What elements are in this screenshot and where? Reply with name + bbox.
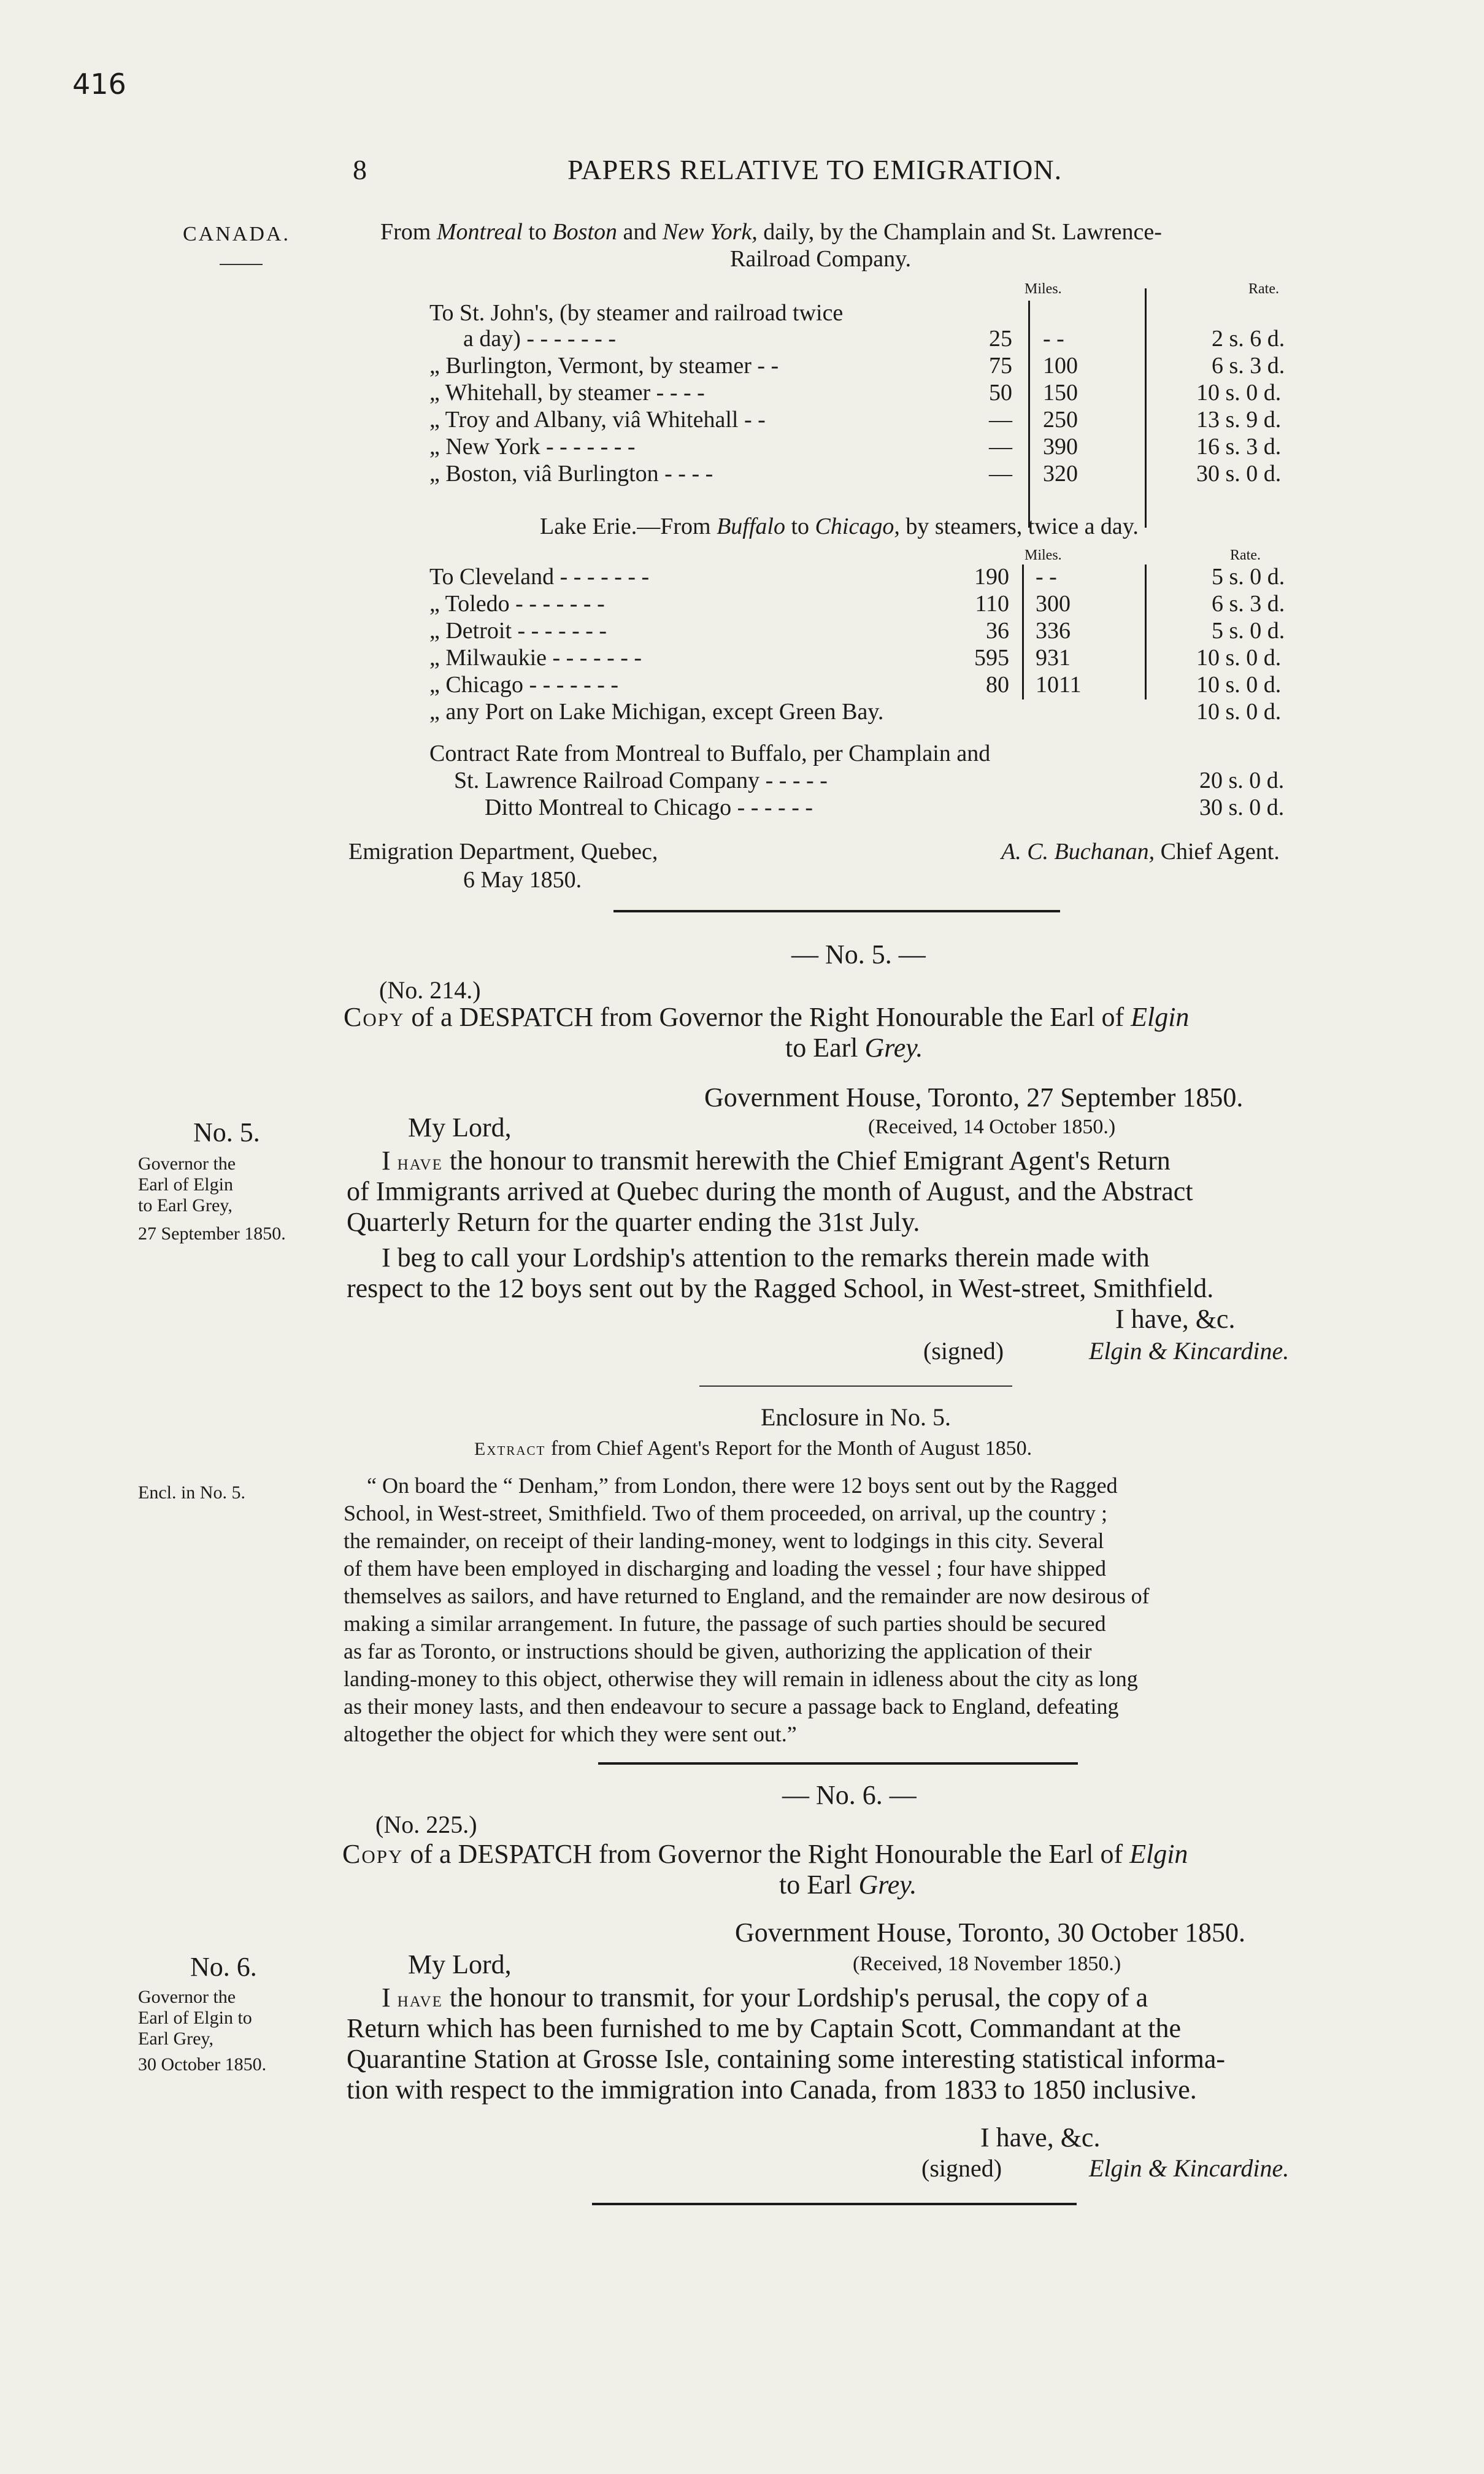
route1-place: „ Troy and Albany, viâ Whitehall - - [429,407,766,433]
sign1-date: 6 May 1850. [463,867,582,893]
contract-rate: 20 s. 0 d. [1199,768,1285,793]
enclosure-line: altogether the object for which they were sent out.” [344,1722,797,1746]
route2-miles-cumulative: 300 [1036,591,1071,617]
route2-rate: 5 s. 0 d. [1212,564,1285,590]
route2-place: „ Milwaukie - - - - - - - [429,645,642,671]
no6-closing: I have, &c. [980,2122,1101,2152]
route1-rate: 2 s. 6 d. [1212,326,1285,352]
no6-title: Copy of a DESPATCH from Governor the Right Honourable the Earl of Elgin [342,1839,1188,1869]
route2-place: To Cleveland - - - - - - - [429,564,650,590]
margin-no6-line: Governor the [138,1987,236,2007]
route1-subtitle: Railroad Company. [730,246,912,272]
route2-rate: 10 s. 0 d. [1196,645,1282,671]
route1-miles-direct: — [989,434,1012,460]
route1-rate-header: Rate. [1248,281,1279,297]
no5-para1: I have the honour to transmit herewith the Chief Emigrant Agent's Return [382,1146,1171,1176]
route1-miles-cumulative: 320 [1043,461,1078,487]
page-number: 416 [72,67,126,101]
no5-place: Government House, Toronto, 27 September 1850. [704,1082,1244,1112]
margin-canada-rule [220,264,263,265]
route1-place: „ New York - - - - - - - [429,434,636,460]
no5-para1-line: of Immigrants arrived at Quebec during the month of August, and the Abstract [347,1176,1193,1206]
margin-canada: CANADA. [183,223,290,245]
no6-received: (Received, 18 November 1850.) [853,1952,1121,1975]
route2-miles-cumulative: 1011 [1036,672,1082,698]
route1-first-line-cont: a day) - - - - - - - [463,326,616,352]
table-rule [1022,565,1024,699]
contract-line: St. Lawrence Railroad Company - - - - - [454,768,828,793]
no6-para1-line: tion with respect to the immigration into Canada, from 1833 to 1850 inclusive. [347,2075,1197,2105]
no5-title-cont: to Earl Grey. [785,1033,923,1063]
no5-salutation: My Lord, [408,1112,512,1143]
no6-heading: — No. 6. — [782,1780,917,1810]
margin-no5: No. 5. [193,1117,260,1147]
route2-miles-cumulative: 931 [1036,645,1071,671]
route2-rate: 6 s. 3 d. [1212,591,1285,617]
route2-miles-direct: 36 [986,618,1009,644]
header-number: 8 [353,154,367,185]
enclosure-line: the remainder, on receipt of their landing-money, went to lodgings in this city. Several [344,1528,1104,1553]
enclosure-line: “ On board the “ Denham,” from London, there were 12 boys sent out by the Ragged [367,1473,1118,1498]
table-rule [1145,565,1147,699]
no5-signed: (signed) [923,1337,1004,1365]
no5-heading: — No. 5. — [791,939,926,969]
route1-miles-cumulative: 390 [1043,434,1078,460]
contract-line: Contract Rate from Montreal to Buffalo, per Champlain and [429,741,991,766]
route1-miles-direct: 50 [989,380,1012,406]
route1-miles-cumulative: 100 [1043,353,1078,379]
route2-miles-cumulative: - - [1036,564,1057,590]
route2-last-line: „ any Port on Lake Michigan, except Green Bay. [429,699,884,725]
enclosure-line: landing-money to this object, otherwise they will remain in idleness about the city as long [344,1667,1138,1691]
enclosure-extract-line: Extract from Chief Agent's Report for the Month of August 1850. [474,1437,1032,1460]
route2-title: Lake Erie.—From Buffalo to Chicago, by steamers, twice a day. [540,514,1139,539]
route1-miles-direct: — [989,407,1012,433]
no5-number: (No. 214.) [379,976,481,1004]
sign1-signature: A. C. Buchanan, Chief Agent. [1001,839,1280,865]
no6-title-cont: to Earl Grey. [779,1870,917,1900]
route1-rate: 10 s. 0 d. [1196,380,1282,406]
route1-miles-cumulative: 250 [1043,407,1078,433]
enclosure-line: School, in West-street, Smithfield. Two of them proceeded, on arrival, up the country ; [344,1501,1107,1525]
route1-miles-direct: 75 [989,353,1012,379]
margin-encl: Encl. in No. 5. [138,1482,245,1503]
route2-rate: 10 s. 0 d. [1196,672,1282,698]
margin-no6: No. 6. [190,1952,257,1982]
route2-miles-direct: 110 [975,591,1009,617]
route2-miles-cumulative: 336 [1036,618,1071,644]
margin-no5-line: 27 September 1850. [138,1224,286,1244]
route1-miles-header: Miles. [1025,281,1062,297]
no6-para1: I have the honour to transmit, for your Lordship's perusal, the copy of a [382,1983,1148,2013]
route1-first-line: To St. John's, (by steamer and railroad twice [429,300,844,326]
no6-signature: Elgin & Kincardine. [1089,2154,1290,2182]
enclosure-line: themselves as sailors, and have returned to England, and the remainder are now desirous of [344,1584,1150,1608]
route1-place: „ Whitehall, by steamer - - - - [429,380,705,406]
no5-closing: I have, &c. [1115,1304,1236,1334]
route2-place: „ Detroit - - - - - - - [429,618,607,644]
enclosure-line: as far as Toronto, or instructions should be given, authorizing the application of their [344,1639,1092,1663]
route1-miles-direct: 25 [989,326,1012,352]
margin-no5-line: to Earl Grey, [138,1195,233,1216]
contract-line: Ditto Montreal to Chicago - - - - - - [485,795,813,820]
route1-rate: 16 s. 3 d. [1196,434,1282,460]
no6-salutation: My Lord, [408,1949,512,1979]
table-rule [1028,301,1030,528]
no6-para1-line: Return which has been furnished to me by Captain Scott, Commandant at the [347,2013,1182,2043]
route2-last-rate: 10 s. 0 d. [1196,699,1282,725]
route1-miles-direct: — [989,461,1012,487]
margin-no6-line: Earl of Elgin to [138,2008,252,2028]
route2-miles-direct: 80 [986,672,1009,698]
route1-rate: 13 s. 9 d. [1196,407,1282,433]
route1-rate: 30 s. 0 d. [1196,461,1282,487]
enclosure-line: making a similar arrangement. In future, the passage of such parties should be secured [344,1611,1106,1636]
no5-received: (Received, 14 October 1850.) [868,1116,1116,1138]
route2-miles-direct: 595 [974,645,1009,671]
route2-place: „ Chicago - - - - - - - [429,672,619,698]
route1-place: „ Boston, viâ Burlington - - - - [429,461,713,487]
route2-rate: 5 s. 0 d. [1212,618,1285,644]
enclosure-line: of them have been employed in discharging and loading the vessel ; four have shipped [344,1556,1107,1581]
margin-no6-line: Earl Grey, [138,2029,213,2049]
no5-para1-line: Quarterly Return for the quarter ending the 31st July. [347,1207,920,1237]
no5-title: Copy of a DESPATCH from Governor the Right Honourable the Earl of Elgin [344,1002,1190,1032]
margin-no5-line: Governor the [138,1154,236,1174]
divider [592,2203,1077,2205]
running-head: PAPERS RELATIVE TO EMIGRATION. [567,154,1063,185]
margin-no6-line: 30 October 1850. [138,2054,267,2075]
route1-rate: 6 s. 3 d. [1212,353,1285,379]
no5-para2: I beg to call your Lordship's attention to the remarks therein made with [382,1243,1150,1273]
no5-signature: Elgin & Kincardine. [1089,1337,1290,1365]
route2-place: „ Toledo - - - - - - - [429,591,605,617]
no5-para2-line: respect to the 12 boys sent out by the Ragged School, in West-street, Smithfield. [347,1273,1214,1303]
route2-miles-header: Miles. [1025,547,1062,563]
no6-number: (No. 225.) [375,1811,477,1838]
divider [613,910,1060,912]
route1-miles-cumulative: 150 [1043,380,1078,406]
route1-title: From Montreal to Boston and New York, daily, by the Champlain and St. Lawrence- [380,219,1162,245]
route1-place: „ Burlington, Vermont, by steamer - - [429,353,779,379]
route2-miles-direct: 190 [974,564,1009,590]
emigration-department: Emigration Department, Quebec, [348,839,658,865]
route1-miles-cumulative: - - [1043,326,1064,352]
no6-place: Government House, Toronto, 30 October 1850. [735,1917,1245,1948]
no6-para1-line: Quarantine Station at Grosse Isle, containing some interesting statistical informa- [347,2044,1226,2074]
contract-rate: 30 s. 0 d. [1199,795,1285,820]
enclosure-line: as their money lasts, and then endeavour to secure a passage back to England, defeating [344,1694,1119,1719]
table-rule [1145,288,1147,528]
divider [598,1762,1078,1765]
no6-signed: (signed) [921,2154,1002,2182]
divider [699,1385,1012,1387]
route2-rate-header: Rate. [1230,547,1261,563]
enclosure-heading: Enclosure in No. 5. [761,1403,951,1431]
margin-no5-line: Earl of Elgin [138,1174,233,1195]
